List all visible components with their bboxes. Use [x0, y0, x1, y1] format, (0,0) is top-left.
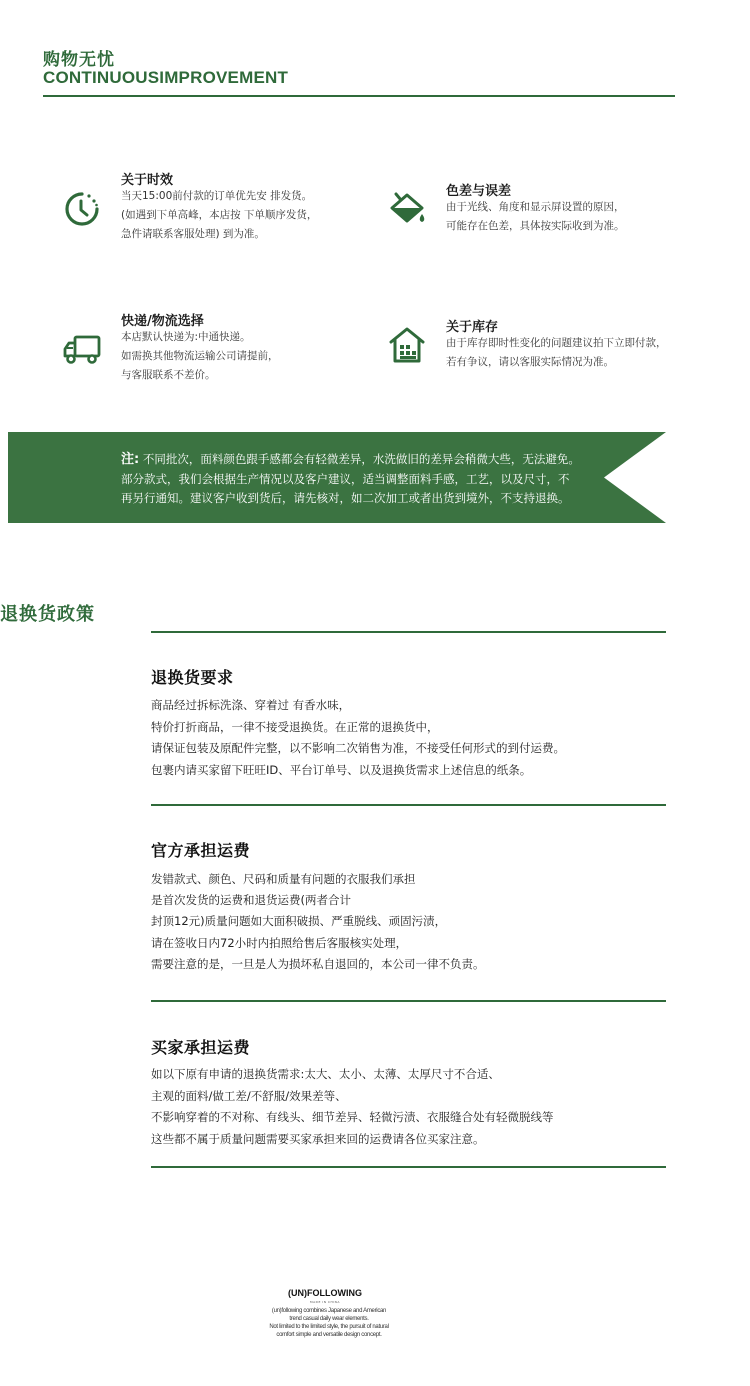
section-divider — [151, 631, 666, 633]
feature-line: 与客服联系不差价。 — [121, 369, 216, 381]
feature-line: (如遇到下单高峰，本店按 下单顺序发货， — [121, 209, 318, 221]
section-line: 这些都不属于质量问题需要买家承担来回的运费请各位买家注意。 — [151, 1132, 485, 1146]
policy-title: 退换货政策 — [0, 604, 95, 625]
banner-text: 不同批次，面料颜色跟手感都会有轻微差异，水洗做旧的差异会稍微大些，无法避免。 — [142, 452, 580, 466]
truck-icon — [62, 334, 102, 366]
banner-note-label: 注: — [121, 452, 140, 467]
banner-line-2: 部分款式，我们会根据生产情况以及客户建议，适当调整面料手感，工艺，以及尺寸，不 — [121, 472, 570, 486]
header-divider — [43, 95, 675, 97]
section-line: 请保证包装及原配件完整，以不影响二次销售为准，不接受任何形式的到付运费。 — [151, 741, 565, 755]
section-divider — [151, 1166, 666, 1168]
feature-line: 可能存在色差，具体按实际收到为准。 — [446, 220, 625, 232]
banner-line-3: 再另行通知。建议客户收到货后，请先核对，如二次加工或者出货到境外，不支持退换。 — [121, 491, 570, 505]
brand-tagline: comfort simple and versatile design concept. — [276, 1332, 382, 1338]
feature-line: 若有争议，请以客服实际情况为准。 — [446, 356, 614, 368]
section-line: 主观的面料/做工差/不舒服/效果差等、 — [151, 1089, 347, 1103]
brand-tagline: (un)following combines Japanese and American — [271, 1308, 387, 1314]
feature-line: 急件请联系客服处理) 到为准。 — [121, 228, 265, 240]
section-line: 包裹内请买家留下旺旺ID、平台订单号、以及退换货需求上述信息的纸条。 — [151, 763, 532, 777]
feature-title: 关于库存 — [446, 320, 499, 335]
brand-logo: (UN)FOLLOWING — [288, 1288, 362, 1298]
section-line: 特价打折商品，一律不接受退换货。在正常的退换货中， — [151, 720, 439, 734]
section-line: 请在签收日内72小时内拍照给售后客服核实处理， — [151, 936, 408, 950]
paint-bucket-icon — [388, 190, 426, 230]
feature-line: 由于库存即时性变化的问题建议拍下立即付款， — [446, 337, 667, 349]
section-title: 退换货要求 — [151, 668, 234, 687]
banner-line-1 — [121, 449, 580, 470]
section-line: 如以下原有申请的退换货需求:太大、太小、太薄、太厚尺寸不合适、 — [151, 1067, 500, 1081]
section-divider — [151, 1000, 666, 1002]
section-line: 封顶12元)质量问题如大面积破损、严重脱线、顽固污渍， — [151, 914, 447, 928]
feature-title: 关于时效 — [121, 173, 174, 188]
feature-title: 色差与误差 — [446, 184, 512, 199]
header-title-en: CONTINUOUSIMPROVEMENT — [43, 68, 289, 87]
section-line: 不影响穿着的不对称、有线头、细节差异、轻微污渍、衣服缝合处有轻微脱线等 — [151, 1110, 554, 1124]
section-line: 是首次发货的运费和退货运费(两者合计 — [151, 893, 351, 907]
brand-subtitle: MADE IN CHINA — [310, 1300, 340, 1304]
clock-icon — [63, 190, 101, 228]
feature-line: 当天15:00前付款的订单优先安 排发货。 — [121, 190, 313, 202]
section-title: 买家承担运费 — [151, 1038, 251, 1057]
feature-line: 由于光线、角度和显示屏设置的原因， — [446, 201, 625, 213]
feature-line: 本店默认快递为:中通快递。 — [121, 331, 251, 343]
section-line: 商品经过拆标洗涤、穿着过 有香水味， — [151, 698, 351, 712]
feature-title: 快递/物流选择 — [121, 314, 204, 329]
brand-tagline: Not limited to the limited style, the pursuit of natural — [269, 1324, 389, 1330]
section-line: 发错款式、颜色、尺码和质量有问题的衣服我们承担 — [151, 872, 416, 886]
section-title: 官方承担运费 — [151, 841, 251, 860]
section-divider — [151, 804, 666, 806]
section-line: 需要注意的是，一旦是人为损坏私自退回的，本公司一律不负责。 — [151, 957, 485, 971]
header-title-cn: 购物无忧 — [43, 50, 115, 70]
warehouse-icon — [388, 326, 426, 364]
brand-tagline: trend casual daily wear elements. — [289, 1316, 369, 1322]
notice-banner — [8, 432, 666, 523]
feature-line: 如需换其他物流运输公司请提前， — [121, 350, 279, 362]
